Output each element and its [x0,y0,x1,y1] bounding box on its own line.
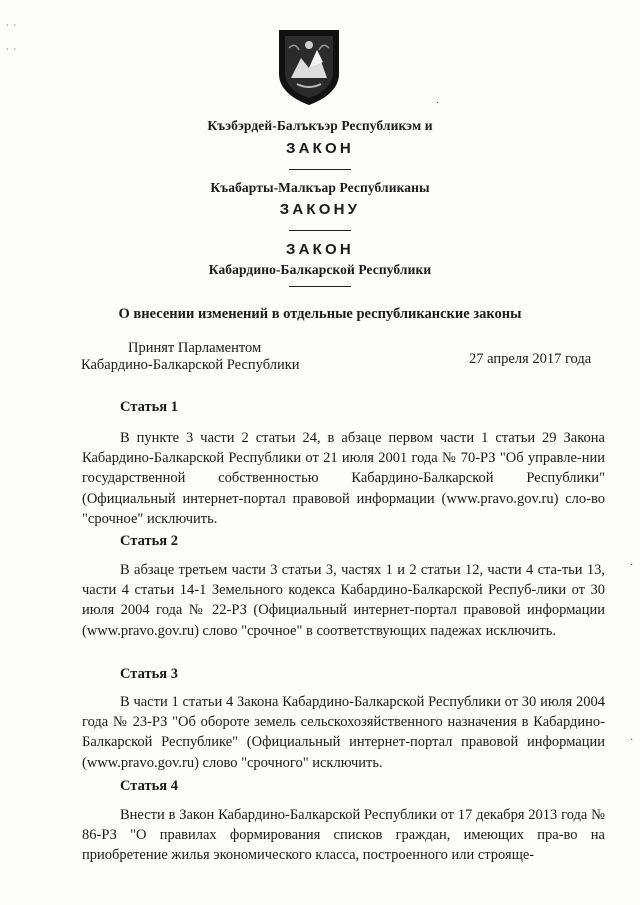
scan-artifact: · [630,560,634,571]
divider-1 [289,169,351,170]
article-2-text: В абзаце третьем части 3 статьи 3, частях 1 и 2 статьи 12, части 4 ста-тьи 13, части 4 статьи 14-1 Земельного кодекса Кабардино-Балкарской Респуб-лики от 30 июля 2004 года № 22-РЗ (Официальный интернет-портал правовой информации (www.pravo.gov.ru) слово "срочное" в соответствующих падежах исключить. [82,562,605,639]
article-3-text: В части 1 статьи 4 Закона Кабардино-Балкарской Республики от 30 июля 2004 года № 23-РЗ "Об обороте земель сельскохозяйственного назначения в Кабардино-Балкарской Республике" (Официальный интернет-портал правовой информации (www.pravo.gov.ru) слово "срочного" исключить. [82,694,605,771]
russian-republic-name: Кабардино-Балкарской Республики [208,262,432,277]
adopted-by-parliament: Кабардино-Балкарской Республики [81,357,300,373]
balkar-republic-name: Къабарты-Малкъар Республиканы [210,180,430,195]
article-1-heading: Статья 1 [120,399,178,415]
document-title: О внесении изменений в отдельные республиканские законы [118,306,522,322]
divider-3 [289,286,351,287]
article-2-heading: Статья 2 [120,533,178,549]
coat-of-arms-icon [277,28,341,106]
article-4-text: Внести в Закон Кабардино-Балкарской Республики от 17 декабря 2013 года № 86-РЗ "О правилах формирования списков граждан, имеющих пра-во на приобретение жилья экономического класса, построенного или строяще- [82,807,605,864]
adoption-date: 27 апреля 2017 года [469,351,592,367]
article-1-text: В пункте 3 части 2 статьи 24, в абзаце первом части 1 статьи 29 Закона Кабардино-Балкарской Республики от 21 июля 2001 года № 70-РЗ "Об управле-нии государственной собственностью Кабардино-Балкарской Республики" (Официальный интернет-портал правовой информации (www.pravo.gov.ru) сло-во "срочное" исключить. [82,430,605,527]
kabardian-republic-name: Къэбэрдей-Балъкъэр Республикэм и [207,118,433,133]
balkar-law-heading: ЗАКОНУ [279,201,361,218]
scan-artifact: · [630,735,634,746]
kabardian-law-heading: ЗАКОН [286,140,354,157]
article-3-heading: Статья 3 [120,666,178,682]
article-4-heading: Статья 4 [120,778,178,794]
adopted-by-line: Принят Парламентом [128,340,262,356]
scan-artifact: · [436,98,440,109]
russian-law-heading: ЗАКОН [286,241,354,258]
scan-artifact: · · · · [6,21,17,54]
divider-2 [289,230,351,231]
